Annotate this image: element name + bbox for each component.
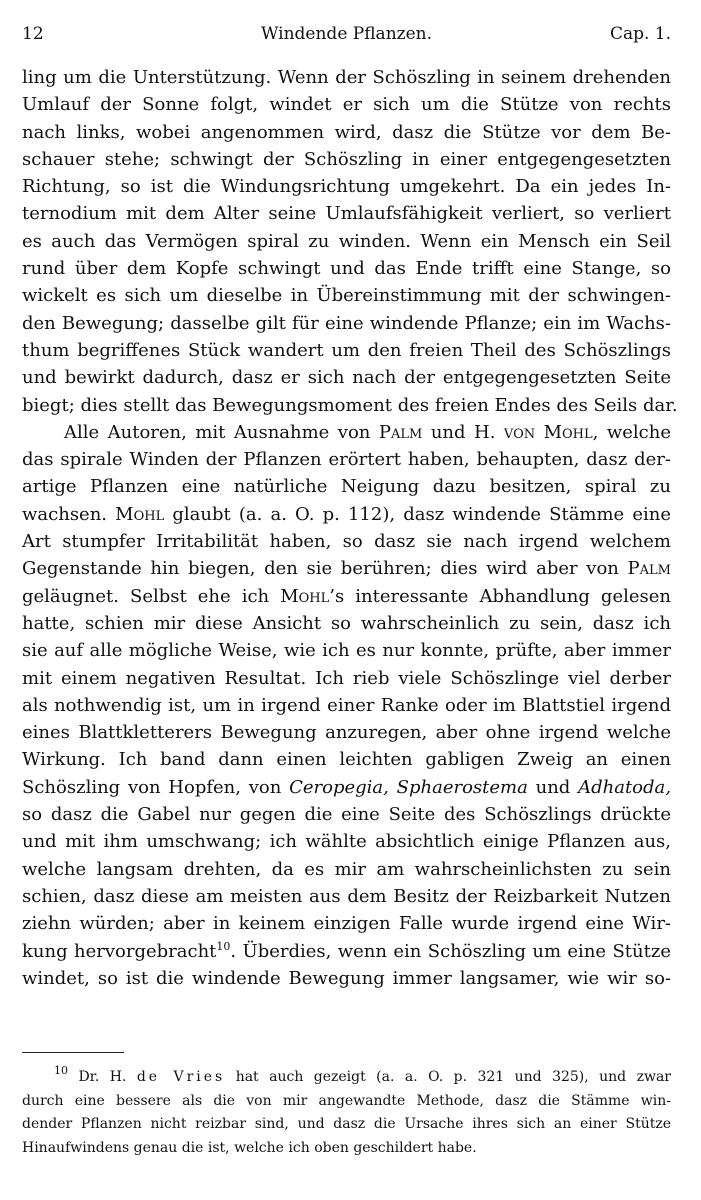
footnote-line: dender Pflanzen nicht reizbar sind, und dasz die Ursache ihres sich an einer Stütze	[22, 1116, 671, 1132]
text-line	[22, 938, 671, 965]
chapter-label: Cap. 1.	[609, 24, 671, 44]
text-line: welche langsam drehten, da es mir am wahrscheinlichsten zu sein	[22, 858, 671, 880]
footnote	[22, 1066, 671, 1160]
text-line: das spirale Winden der Pflanzen erörtert haben, behaupten, dasz der-	[22, 449, 671, 471]
text-fragment: hat auch gezeigt (a. a. O. p. 321 und 325), und zwar	[235, 1069, 671, 1085]
genus-name: Sphaerostema	[396, 776, 528, 798]
text-line: ziehn würden; aber in keinem einzigen Falle wurde irgend eine Wir-	[22, 913, 671, 935]
text-line: als nothwendig ist, um in irgend einer Ranke oder im Blattstiel irgend	[22, 694, 671, 716]
text-fragment: Dr. H.	[78, 1069, 127, 1085]
text-fragment: und	[535, 776, 571, 798]
author-name: de Vries	[136, 1069, 226, 1085]
text-fragment: glaubt (a. a. O. p. 112), dasz windende Stämme eine	[172, 503, 671, 525]
footnote-line	[22, 1066, 671, 1090]
page-number: 12	[22, 24, 44, 44]
running-header	[22, 22, 671, 46]
text-line: schien, dasz diese am meisten aus dem Besitz der Reizbarkeit Nutzen	[22, 885, 671, 907]
text-line: windet, so ist die windende Bewegung immer langsamer, wie wir so-	[22, 967, 671, 989]
text-line: nach links, wobei angenommen wird, dasz die Stütze vor dem Be-	[22, 121, 671, 143]
text-line: schauer stehe; schwingt der Schöszling in einer entgegengesetzten	[22, 148, 671, 170]
footnote-line: durch eine bessere als die von mir angewandte Methode, dasz die Stämme win-	[22, 1092, 671, 1109]
text-fragment: ’s interessante Abhandlung gelesen	[329, 585, 671, 607]
text-line: eines Blattkletterers Bewegung anzuregen, aber ohne irgend welche	[22, 722, 671, 744]
author-name: Palm	[627, 558, 671, 580]
text-fragment: Schöszling von Hopfen, von	[22, 776, 282, 798]
text-line	[22, 419, 671, 446]
text-line: wickelt es sich um dieselbe in Übereinstimmung mit der schwingen-	[22, 285, 671, 307]
text-line	[22, 555, 671, 582]
text-line: artige Pflanzen eine natürliche Neigung dazu besitzen, spiral zu	[22, 476, 671, 498]
text-line	[22, 774, 671, 801]
text-fragment: wachsen.	[22, 503, 108, 525]
text-line: biegt; dies stellt das Bewegungsmoment des freien Endes des Seils dar.	[22, 394, 678, 416]
text-fragment: kung hervorgebracht	[22, 940, 217, 962]
text-line: ling um die Unterstützung. Wenn der Schöszling in seinem drehenden	[22, 67, 671, 88]
main-text	[22, 64, 678, 992]
text-line: es auch das Vermögen spiral zu winden. Wenn ein Mensch ein Seil	[22, 230, 671, 252]
text-fragment: geläugnet. Selbst ehe ich	[22, 585, 270, 607]
text-fragment: , welche	[592, 421, 671, 443]
text-fragment: und H.	[430, 421, 496, 443]
text-line: Richtung, so ist die Windungsrichtung umgekehrt. Da ein jedes In-	[22, 176, 671, 198]
footnote-line: Hinaufwindens genau die ist, welche ich oben geschildert habe.	[22, 1139, 477, 1156]
text-fragment: . Überdies, wenn ein Schöszling um eine Stütze	[230, 940, 671, 962]
text-line: thum begriffenes Stück wandert um den freien Theil des Schöszlings	[22, 339, 671, 361]
text-line: so dasz die Gabel nur gegen die eine Seite des Schöszlings drückte	[22, 804, 671, 826]
genus-name: Adhatoda,	[578, 776, 671, 798]
text-line: und mit ihm umschwang; ich wählte absichtlich einige Pflanzen aus,	[22, 831, 671, 853]
text-line: mit einem negativen Resultat. Ich rieb viele Schöszlinge viel derber	[22, 667, 671, 689]
author-name: Mohl	[280, 585, 330, 607]
running-title: Windende Pflanzen.	[260, 24, 433, 44]
footnote-divider	[22, 1052, 124, 1053]
footnote-marker: 10	[54, 1064, 68, 1077]
author-name: Palm	[378, 421, 423, 443]
text-line	[22, 583, 671, 610]
text-line	[22, 501, 671, 528]
text-fragment: Alle Autoren, mit Ausnahme von	[64, 421, 371, 443]
text-line: sie auf alle mögliche Weise, wie ich es nur konnte, prüfte, aber immer	[22, 640, 671, 662]
text-line: Art stumpfer Irritabilität haben, so dasz sie nach irgend welchem	[22, 531, 671, 553]
footnote-reference: 10	[216, 939, 231, 953]
text-line: hatte, schien mir diese Ansicht so wahrscheinlich zu sein, dasz ich	[22, 612, 671, 634]
text-line: Umlauf der Sonne folgt, windet er sich um die Stütze von rechts	[22, 94, 671, 116]
text-line: ternodium mit dem Alter seine Umlaufsfähigkeit verliert, so verliert	[22, 203, 671, 225]
text-line: den Bewegung; dasselbe gilt für eine windende Pflanze; ein im Wachs-	[22, 312, 671, 334]
text-fragment: Gegenstande hin biegen, den sie berühren; dies wird aber von	[22, 558, 619, 580]
text-line: rund über dem Kopfe schwingt und das Ende trifft eine Stange, so	[22, 258, 671, 280]
text-line: Wirkung. Ich band dann einen leichten gabligen Zweig an einen	[22, 749, 671, 771]
text-line: und bewirkt dadurch, dasz er sich nach der entgegengesetzten Seite	[22, 367, 671, 389]
author-name: von Mohl	[503, 421, 593, 443]
author-name: Mohl	[115, 503, 165, 525]
genus-name: Ceropegia,	[289, 776, 389, 798]
